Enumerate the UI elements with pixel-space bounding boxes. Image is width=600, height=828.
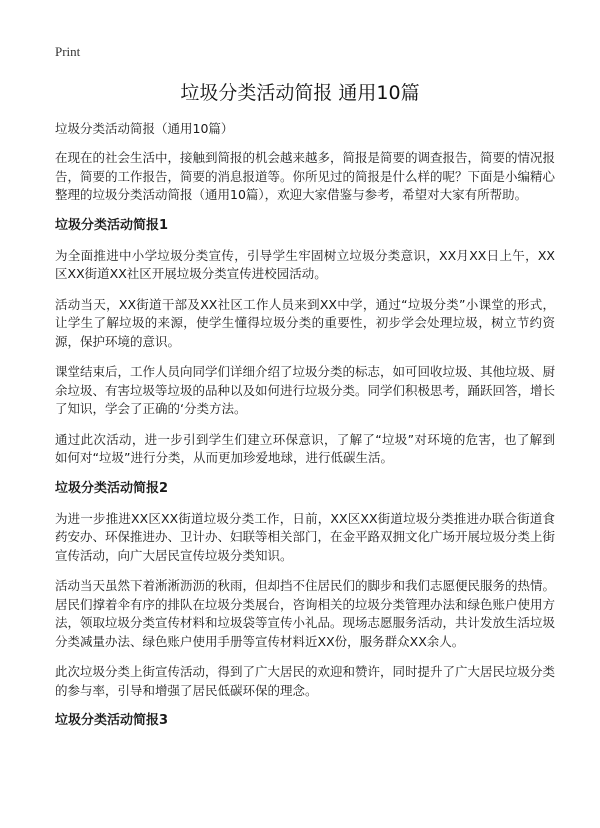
page-title: 垃圾分类活动简报 通用10篇: [180, 82, 420, 104]
section-paragraph: 此次垃圾分类上街宣传活动，得到了广大居民的欢迎和赞许，同时提升了广大居民垃圾分类的参与率，引导和增强了居民低碳环保的理念。: [55, 664, 556, 698]
section-heading: 垃圾分类活动简报2: [55, 480, 169, 496]
section-paragraph: 通过此次活动，进一步引到学生们建立环保意识，了解了“垃圾”对环境的危害，也了解到如何对“垃圾”进行分类，从而更加珍爱地球，进行低碳生活。: [55, 431, 555, 465]
document-body: [55, 120, 555, 742]
section-heading: 垃圾分类活动简报1: [55, 217, 169, 233]
section-3: [55, 712, 555, 730]
section-paragraph: 活动当天，XX街道干部及XX社区工作人员来到XX中学，通过“垃圾分类”小课堂的形式，让学生了解垃圾的来源，使学生懂得垃圾分类的重要性，初步学会处理垃圾，树立节约资源，保护环境的意识。: [55, 296, 555, 349]
section-paragraph: 活动当天虽然下着淅淅沥沥的秋雨，但却挡不住居民们的脚步和我们志愿便民服务的热情。居民们撑着伞有序的排队在垃圾分类展台，咨询相关的垃圾分类管理办法和绿色账户使用方法，领取垃圾分类宣传材料和垃圾袋等宣传小礼品。现场志愿服务活动，共计发放生活垃圾分类减量办法、绿色账户使用手册等宣传材料近XX份，服务群众XX余人。: [55, 578, 556, 649]
section-paragraph: 课堂结束后，工作人员向同学们详细介绍了垃圾分类的标志，如可回收垃圾、其他垃圾、厨余垃圾、有害垃圾等垃圾的品种以及如何进行垃圾分类。同学们积极思考，踊跃回答，增长了知识，学会了正确的‘分类方法。: [55, 364, 556, 416]
section-paragraph: 为进一步推进XX区XX街道垃圾分类工作，日前，XX区XX街道垃圾分类推进办联合街道食药安办、环保推进办、卫计办、妇联等相关部门，在金平路双拥文化广场开展垃圾分类上街宣传活动，向广大居民宣传垃圾分类知识。: [55, 510, 556, 563]
section-paragraph: 为全面推进中小学垃圾分类宣传，引导学生牢固树立垃圾分类意识，XX月XX日上午，XX区XX街道XX社区开展垃圾分类宣传进校园活动。: [55, 247, 555, 281]
print-link[interactable]: Print: [55, 44, 81, 59]
section-2: [55, 480, 555, 701]
section-1: [55, 217, 555, 468]
intro-paragraph: 在现在的社会生活中，接触到简报的机会越来越多，简报是简要的调查报告，简要的情况报告，简要的工作报告，简要的消息报道等。你所见过的简报是什么样的呢？下面是小编精心整理的垃圾分类活动简报（通用10篇），欢迎大家借鉴与参考，希望对大家有所帮助。: [55, 150, 556, 202]
section-heading: 垃圾分类活动简报3: [55, 713, 169, 728]
document-subtitle: 垃圾分类活动简报（通用10篇）: [55, 121, 234, 136]
